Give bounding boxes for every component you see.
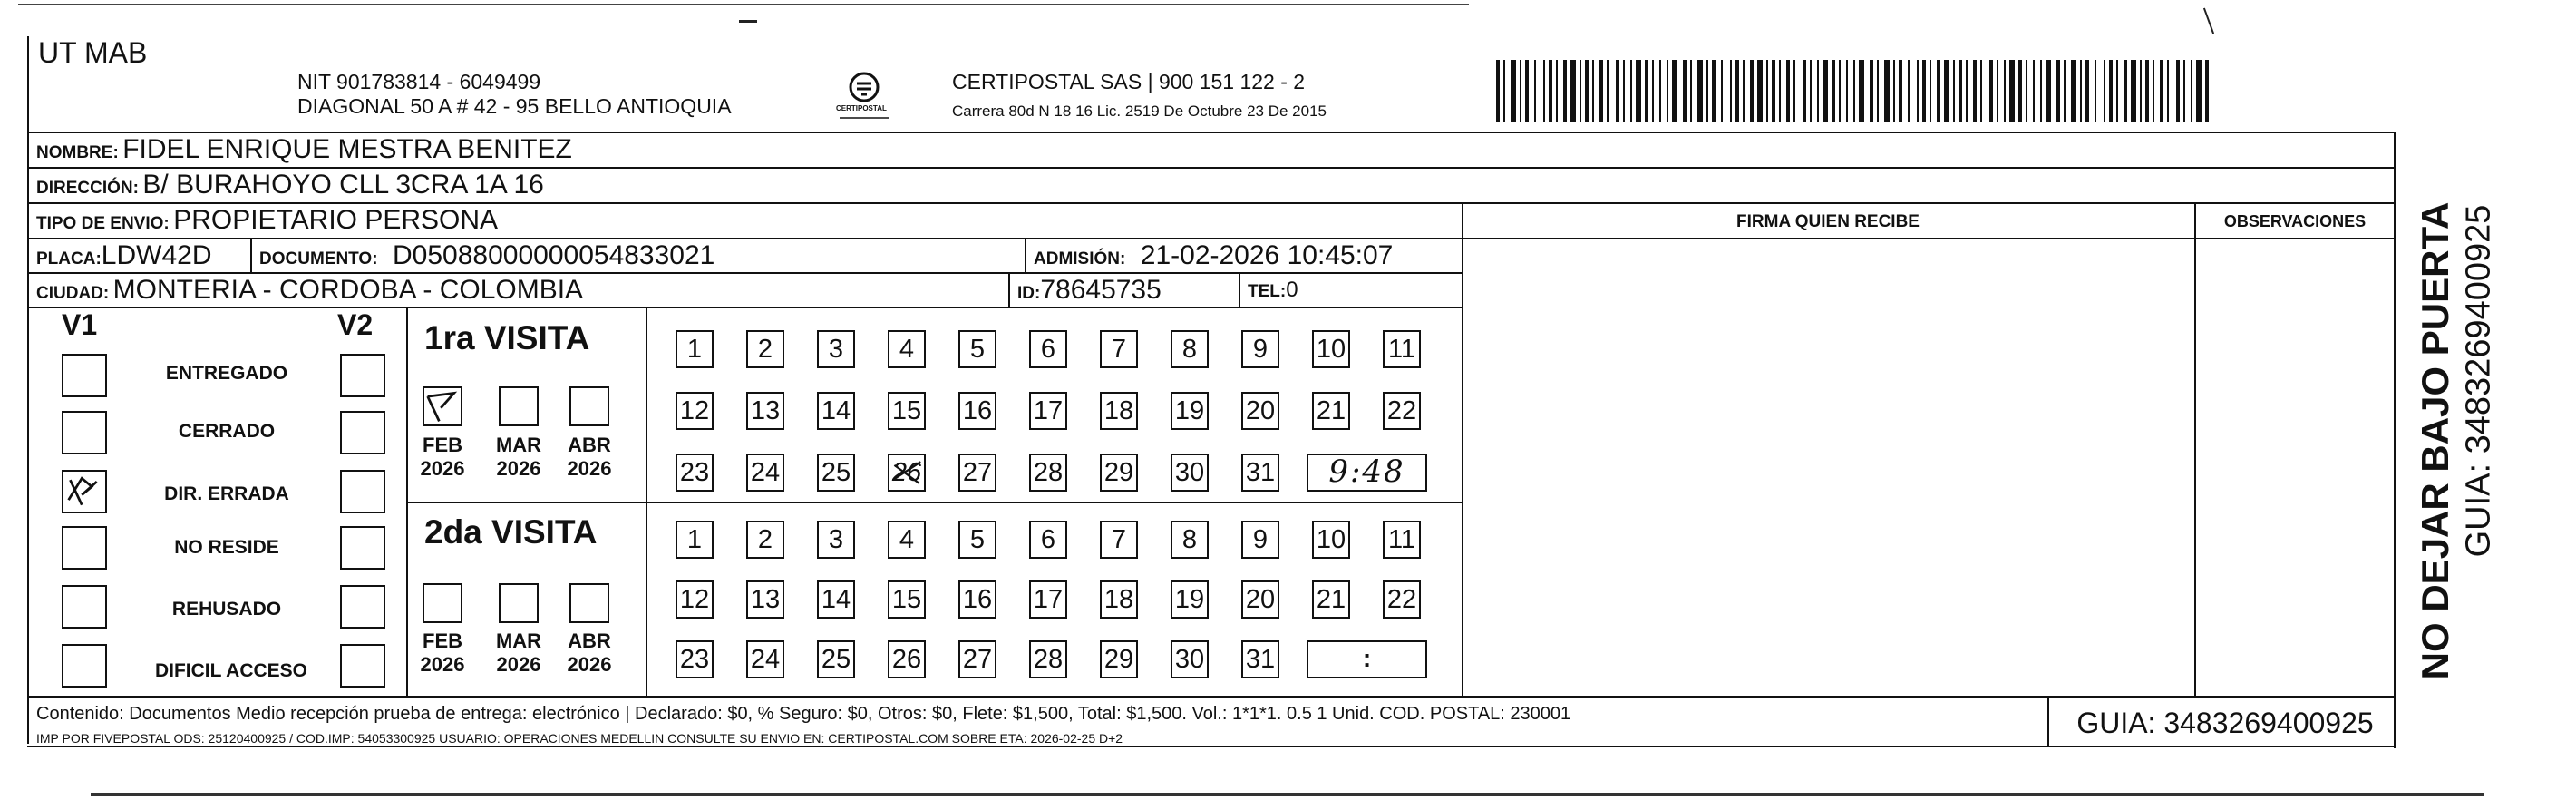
first-visit-day-box[interactable]: 23 [676, 454, 714, 492]
nombre-row [36, 134, 572, 165]
month-name: MAR [495, 434, 542, 456]
second-visit-day-box[interactable]: 8 [1171, 521, 1209, 559]
barcode-bar [1922, 60, 1926, 122]
barcode-bar [1652, 60, 1654, 122]
month-checkbox-abr-first[interactable] [569, 386, 609, 426]
barcode-bar [2109, 60, 2113, 122]
barcode-bar [1630, 60, 1632, 122]
barcode-bar [1966, 60, 1968, 122]
barcode-bar [1636, 60, 1641, 122]
top-scan-line [18, 4, 1469, 5]
second-visit-day-box[interactable]: 2 [746, 521, 784, 559]
v1-header: V1 [62, 308, 98, 341]
barcode-bar [1757, 60, 1763, 122]
admision-row [1034, 240, 1393, 271]
barcode-bar [1832, 60, 1835, 122]
company-license: Carrera 80d N 18 16 Lic. 2519 De Octubre 23 De 2015 [952, 102, 1327, 120]
month-year: 2026 [496, 653, 541, 676]
v1-checkbox-dificil-acceso[interactable] [62, 644, 107, 688]
status-dir-errada: DIR. ERRADA [164, 483, 289, 504]
barcode-bar [2018, 60, 2022, 122]
barcode-bar [1884, 60, 1890, 122]
month-label-feb [417, 629, 468, 677]
barcode-bar [2160, 60, 2163, 122]
first-visit-day-box[interactable]: 10 [1312, 330, 1350, 368]
month-checkbox-mar-first[interactable] [499, 386, 539, 426]
first-visit-day-box[interactable]: 9 [1241, 330, 1279, 368]
barcode-bar [1511, 60, 1516, 122]
barcode-bar [1973, 60, 1977, 122]
status-no-reside: NO RESIDE [174, 537, 279, 558]
barcode-bar [1893, 60, 1895, 122]
barcode-bar [1585, 60, 1589, 122]
month-name: ABR [568, 629, 611, 652]
barcode-bar [1690, 60, 1692, 122]
month-label-mar [493, 629, 544, 677]
barcode-bar [2009, 60, 2015, 122]
status-rehusado: REHUSADO [171, 599, 282, 620]
tipo-row [36, 205, 498, 236]
barcode-bar [2071, 60, 2076, 122]
month-year: 2026 [420, 653, 465, 676]
first-visit-day-box[interactable]: 4 [888, 330, 926, 368]
barcode-bar [1580, 60, 1581, 122]
barcode-bar [1959, 60, 1962, 122]
first-visit-day-box[interactable]: 21 [1312, 392, 1350, 430]
v1-checkbox-cerrado[interactable] [62, 411, 107, 454]
time-separator: : [1362, 644, 1372, 672]
barcode-bar [1607, 60, 1609, 122]
first-visit-day-box[interactable]: 16 [958, 392, 996, 430]
first-visit-day-box[interactable]: 17 [1029, 392, 1067, 430]
month-label-abr [564, 629, 615, 677]
divider-placa [250, 238, 252, 272]
barcode-bar [1743, 60, 1745, 122]
barcode-bar [1697, 60, 1703, 122]
second-visit-day-box[interactable]: 1 [676, 521, 714, 559]
second-visit-day-box[interactable]: 20 [1241, 580, 1279, 619]
logo-caption: CERTIPOSTAL [836, 104, 887, 112]
first-visit-day-box[interactable]: 2 [746, 330, 784, 368]
rule [27, 167, 2396, 169]
first-visit-day-box[interactable]: 25 [817, 454, 855, 492]
month-name: ABR [568, 434, 611, 456]
id-row [1017, 275, 1162, 306]
barcode-bar [1623, 60, 1625, 122]
month-name: FEB [423, 434, 462, 456]
bottom-scan-line [91, 793, 2484, 796]
sender-nit: NIT 901783814 - 6049499 [297, 70, 541, 93]
barcode-bar [1839, 60, 1841, 122]
barcode-bar [1823, 60, 1828, 122]
barcode-bar [1712, 60, 1716, 122]
month-name: MAR [495, 629, 542, 652]
ciudad-value: MONTERIA - CORDOBA - COLOMBIA [112, 275, 584, 305]
barcode-bar [2046, 60, 2051, 122]
second-visit-day-box[interactable]: 15 [888, 580, 926, 619]
first-visit-day-box[interactable]: 31 [1241, 454, 1279, 492]
nombre-label: NOMBRE: [36, 143, 119, 162]
barcode-bar [1534, 60, 1536, 122]
time-box-first-visit[interactable] [1307, 454, 1427, 492]
second-visit-day-box[interactable]: 17 [1029, 580, 1067, 619]
barcode-bar [1520, 60, 1521, 122]
barcode-bar [1989, 60, 1993, 122]
rule [27, 132, 2396, 133]
direccion-label: DIRECCIÓN: [36, 179, 139, 198]
first-visit-day-box[interactable]: 26 [888, 454, 926, 492]
rule [27, 202, 2396, 204]
first-visit-day-box[interactable]: 7 [1100, 330, 1138, 368]
admision-value: 21-02-2026 10:45:07 [1140, 240, 1394, 270]
first-visit-day-box[interactable]: 27 [958, 454, 996, 492]
second-visit-day-box[interactable]: 22 [1383, 580, 1421, 619]
month-year: 2026 [420, 457, 465, 480]
ciudad-row [36, 275, 583, 306]
handwritten-strike-mark [889, 455, 924, 490]
imp-line: IMP POR FIVEPOSTAL ODS: 25120400925 / COD.IMP: 54053300925 USUARIO: OPERACIONES MEDELLIN CONSULTE SU ENVIO EN: CERTIPOSTAL.COM SOBRE ETA: 2026-02-25 D+2 [36, 731, 1123, 746]
second-visit-day-box[interactable]: 23 [676, 640, 714, 678]
v1-checkbox-rehusado[interactable] [62, 585, 107, 629]
id-label: ID: [1017, 284, 1041, 303]
barcode-bar [1525, 60, 1529, 122]
second-visit-day-box[interactable]: 7 [1100, 521, 1138, 559]
first-visit-day-box[interactable]: 8 [1171, 330, 1209, 368]
barcode-bar [1779, 60, 1781, 122]
barcode-bar [1667, 60, 1668, 122]
placa-row [36, 240, 211, 271]
second-visit-day-box[interactable]: 26 [888, 640, 926, 678]
status-dificil-acceso: DIFICIL ACCESO [154, 660, 307, 681]
documento-row [259, 240, 714, 271]
second-visit-day-box[interactable]: 9 [1241, 521, 1279, 559]
barcode-bar [2056, 60, 2060, 122]
barcode-bar [1645, 60, 1648, 122]
second-visit-day-box[interactable]: 31 [1241, 640, 1279, 678]
second-visit-day-box[interactable]: 13 [746, 580, 784, 619]
barcode-bar [1766, 60, 1768, 122]
first-visit-day-box[interactable]: 18 [1100, 392, 1138, 430]
first-visit-day-box[interactable]: 15 [888, 392, 926, 430]
barcode-bar [1877, 60, 1879, 122]
nombre-value: FIDEL ENRIQUE MESTRA BENITEZ [122, 134, 572, 164]
scan-mark [739, 20, 757, 23]
v2-checkbox-cerrado[interactable] [340, 411, 385, 454]
barcode-bar [1870, 60, 1873, 122]
second-visit-day-box[interactable]: 27 [958, 640, 996, 678]
barcode-bar [1853, 60, 1855, 122]
barcode-bar [1859, 60, 1864, 122]
divider-tel [1239, 272, 1240, 307]
barcode-bar [2131, 60, 2136, 122]
barcode-bar [1563, 60, 1567, 122]
barcode-bar [1543, 60, 1545, 122]
rule [27, 696, 2396, 698]
barcode-bar [1599, 60, 1603, 122]
barcode-bar [1672, 60, 1677, 122]
first-visit-day-box[interactable]: 30 [1171, 454, 1209, 492]
rule [27, 272, 1463, 274]
company-logo [832, 67, 896, 122]
month-checkbox-feb-first[interactable] [423, 386, 462, 426]
barcode-bar [1659, 60, 1661, 122]
barcode-bar [1549, 60, 1552, 122]
id-value: 78645735 [1040, 275, 1162, 305]
month-checkbox-feb-second[interactable] [423, 583, 462, 623]
barcode-bar [1730, 60, 1732, 122]
barcode-bar [1735, 60, 1739, 122]
first-visit-day-box[interactable]: 29 [1100, 454, 1138, 492]
side-guia: GUIA: 3483269400925 [2459, 204, 2498, 558]
second-visit-day-box[interactable]: 10 [1312, 521, 1350, 559]
second-visit-day-box[interactable]: 3 [817, 521, 855, 559]
v1-checkbox-no-reside[interactable] [62, 526, 107, 570]
barcode-bar [1786, 60, 1790, 122]
guia-box-text: GUIA: 3483269400925 [2076, 707, 2374, 739]
divider-obs [2194, 202, 2196, 697]
month-year: 2026 [567, 653, 612, 676]
barcode-bar [1930, 60, 1931, 122]
second-visit-day-box[interactable]: 24 [746, 640, 784, 678]
barcode-bar [2095, 60, 2096, 122]
barcode-bar [2167, 60, 2169, 122]
first-visit-day-box[interactable]: 28 [1029, 454, 1067, 492]
first-visit-day-box[interactable]: 14 [817, 392, 855, 430]
barcode-bar [1592, 60, 1594, 122]
ciudad-label: CIUDAD: [36, 284, 110, 303]
barcode-bar [2085, 60, 2089, 122]
v1-checkbox-entregado[interactable] [62, 354, 107, 397]
second-visit-day-box[interactable]: 19 [1171, 580, 1209, 619]
tel-row [1248, 278, 1298, 303]
divider-admision [1025, 238, 1026, 272]
time-box-second-visit[interactable] [1307, 640, 1427, 678]
first-visit-day-box[interactable]: 1 [676, 330, 714, 368]
frame-left [27, 36, 29, 744]
second-visit-day-box[interactable]: 30 [1171, 640, 1209, 678]
barcode-bar [1793, 60, 1795, 122]
barcode-bar [1706, 60, 1708, 122]
rule [27, 238, 2396, 239]
tel-label: TEL: [1248, 282, 1287, 301]
barcode-bar [1772, 60, 1775, 122]
barcode-bar [1899, 60, 1902, 122]
barcode-bar [1570, 60, 1576, 122]
v2-checkbox-rehusado[interactable] [340, 585, 385, 629]
placa-label: PLACA: [36, 249, 102, 268]
barcode-bar [2040, 60, 2042, 122]
placa-value: LDW42D [101, 240, 212, 270]
month-checkbox-abr-second[interactable] [569, 583, 609, 623]
barcode-bar [1908, 60, 1910, 122]
rule [27, 746, 2396, 747]
month-year: 2026 [567, 457, 612, 480]
second-visit-day-box[interactable]: 25 [817, 640, 855, 678]
first-visit-day-box[interactable]: 6 [1029, 330, 1067, 368]
first-visit-day-box[interactable]: 19 [1171, 392, 1209, 430]
barcode-bar [2104, 60, 2105, 122]
barcode-bar [1817, 60, 1819, 122]
documento-label: DOCUMENTO: [259, 249, 378, 268]
barcode-bar [2026, 60, 2027, 122]
second-visit-day-box[interactable]: 11 [1383, 521, 1421, 559]
first-visit-day-box[interactable]: 24 [746, 454, 784, 492]
status-entregado: ENTREGADO [165, 363, 288, 384]
direccion-row [36, 170, 544, 200]
barcode-bar [1997, 60, 1998, 122]
barcode-bar [1496, 60, 1500, 122]
barcode-bar [1917, 60, 1919, 122]
documento-value: D05088000000054833021 [393, 240, 715, 270]
barcode-bar [1616, 60, 1619, 122]
first-visit-day-box[interactable]: 11 [1383, 330, 1421, 368]
first-visit-day-box[interactable]: 13 [746, 392, 784, 430]
barcode-bar [2116, 60, 2118, 122]
visit-divider [406, 502, 1463, 503]
divider-id [1008, 272, 1010, 307]
barcode-bar [2183, 60, 2185, 122]
v2-checkbox-dificil-acceso[interactable] [340, 644, 385, 688]
firma-label: FIRMA QUIEN RECIBE [1736, 212, 1920, 231]
month-label-mar [493, 434, 544, 481]
company-name: CERTIPOSTAL SAS | 900 151 122 - 2 [952, 70, 1306, 93]
month-name: FEB [423, 629, 462, 652]
tipo-value: PROPIETARIO PERSONA [173, 205, 499, 235]
second-visit-day-box[interactable]: 29 [1100, 640, 1138, 678]
sender-name: UT MAB [38, 36, 148, 69]
v2-checkbox-dir-errada[interactable] [340, 470, 385, 513]
barcode-bar [1750, 60, 1754, 122]
barcode-bar [1937, 60, 1940, 122]
barcode-bar [1721, 60, 1723, 122]
first-visit-day-box[interactable]: 3 [817, 330, 855, 368]
barcode-bar [2080, 60, 2082, 122]
second-visit-day-box[interactable]: 6 [1029, 521, 1067, 559]
barcode-bar [1803, 60, 1806, 122]
first-visit-day-box[interactable]: 22 [1383, 392, 1421, 430]
handwritten-check-mark [424, 388, 461, 424]
month-checkbox-mar-second[interactable] [499, 583, 539, 623]
barcode-bar [2124, 60, 2127, 122]
barcode-bar [2176, 60, 2180, 122]
direccion-value: B/ BURAHOYO CLL 3CRA 1A 16 [142, 170, 544, 200]
barcode-bar [2191, 60, 2192, 122]
barcode-bar [1683, 60, 1687, 122]
barcode-bar [1846, 60, 1848, 122]
handwritten-check-mark [63, 472, 105, 512]
barcode-bar [2196, 60, 2202, 122]
divider-guia-box [2047, 696, 2049, 746]
barcode [1496, 60, 2221, 122]
tel-value: 0 [1286, 278, 1298, 302]
rule [27, 307, 1463, 308]
second-visit-day-box[interactable]: 5 [958, 521, 996, 559]
barcode-bar [1980, 60, 1982, 122]
admision-label: ADMISIÓN: [1034, 249, 1126, 268]
month-label-abr [564, 434, 615, 481]
handwritten-time: 9:48 [1328, 454, 1405, 490]
barcode-bar [2153, 60, 2154, 122]
barcode-bar [2205, 60, 2209, 122]
first-visit-day-box[interactable]: 5 [958, 330, 996, 368]
barcode-bar [2140, 60, 2142, 122]
side-warning: NO DEJAR BAJO PUERTA [2414, 201, 2456, 680]
status-cerrado: CERRADO [178, 421, 276, 442]
month-label-feb [417, 434, 468, 481]
barcode-bar [2033, 60, 2035, 122]
frame-right [2394, 132, 2396, 748]
second-visit-day-box[interactable]: 21 [1312, 580, 1350, 619]
contents-line: Contenido: Documentos Medio recepción prueba de entrega: electrónico | Declarado: $0, % Seguro: $0, Otros: $0, Flete: $1,500, Total: $1,500. Vol.: 1*1*1. 0.5 1 Unid. COD. POSTAL: 230001 [36, 704, 1571, 724]
sender-address: DIAGONAL 50 A # 42 - 95 BELLO ANTIOQUIA [297, 94, 732, 118]
divider-firma [1462, 202, 1463, 697]
month-year: 2026 [496, 457, 541, 480]
barcode-bar [1810, 60, 1812, 122]
observaciones-label: OBSERVACIONES [2223, 212, 2367, 230]
barcode-bar [2004, 60, 2006, 122]
scan-mark [2203, 8, 2214, 34]
second-visit-day-box[interactable]: 4 [888, 521, 926, 559]
v2-checkbox-entregado[interactable] [340, 354, 385, 397]
first-visit-day-box[interactable]: 12 [676, 392, 714, 430]
first-visit-title: 1ra VISITA [424, 319, 590, 356]
barcode-bar [1556, 60, 1558, 122]
first-visit-day-box[interactable]: 20 [1241, 392, 1279, 430]
tipo-label: TIPO DE ENVIO: [36, 214, 170, 233]
barcode-bar [1503, 60, 1505, 122]
second-visit-day-box[interactable]: 16 [958, 580, 996, 619]
barcode-bar [2145, 60, 2149, 122]
v1-checkbox-dir-errada[interactable] [62, 470, 107, 513]
second-visit-day-box[interactable]: 18 [1100, 580, 1138, 619]
second-visit-day-box[interactable]: 12 [676, 580, 714, 619]
v2-header: V2 [337, 308, 374, 341]
v2-checkbox-no-reside[interactable] [340, 526, 385, 570]
second-visit-title: 2da VISITA [424, 513, 598, 551]
barcode-bar [1953, 60, 1955, 122]
second-visit-day-box[interactable]: 28 [1029, 640, 1067, 678]
barcode-bar [1944, 60, 1949, 122]
second-visit-day-box[interactable]: 14 [817, 580, 855, 619]
barcode-bar [2064, 60, 2066, 122]
